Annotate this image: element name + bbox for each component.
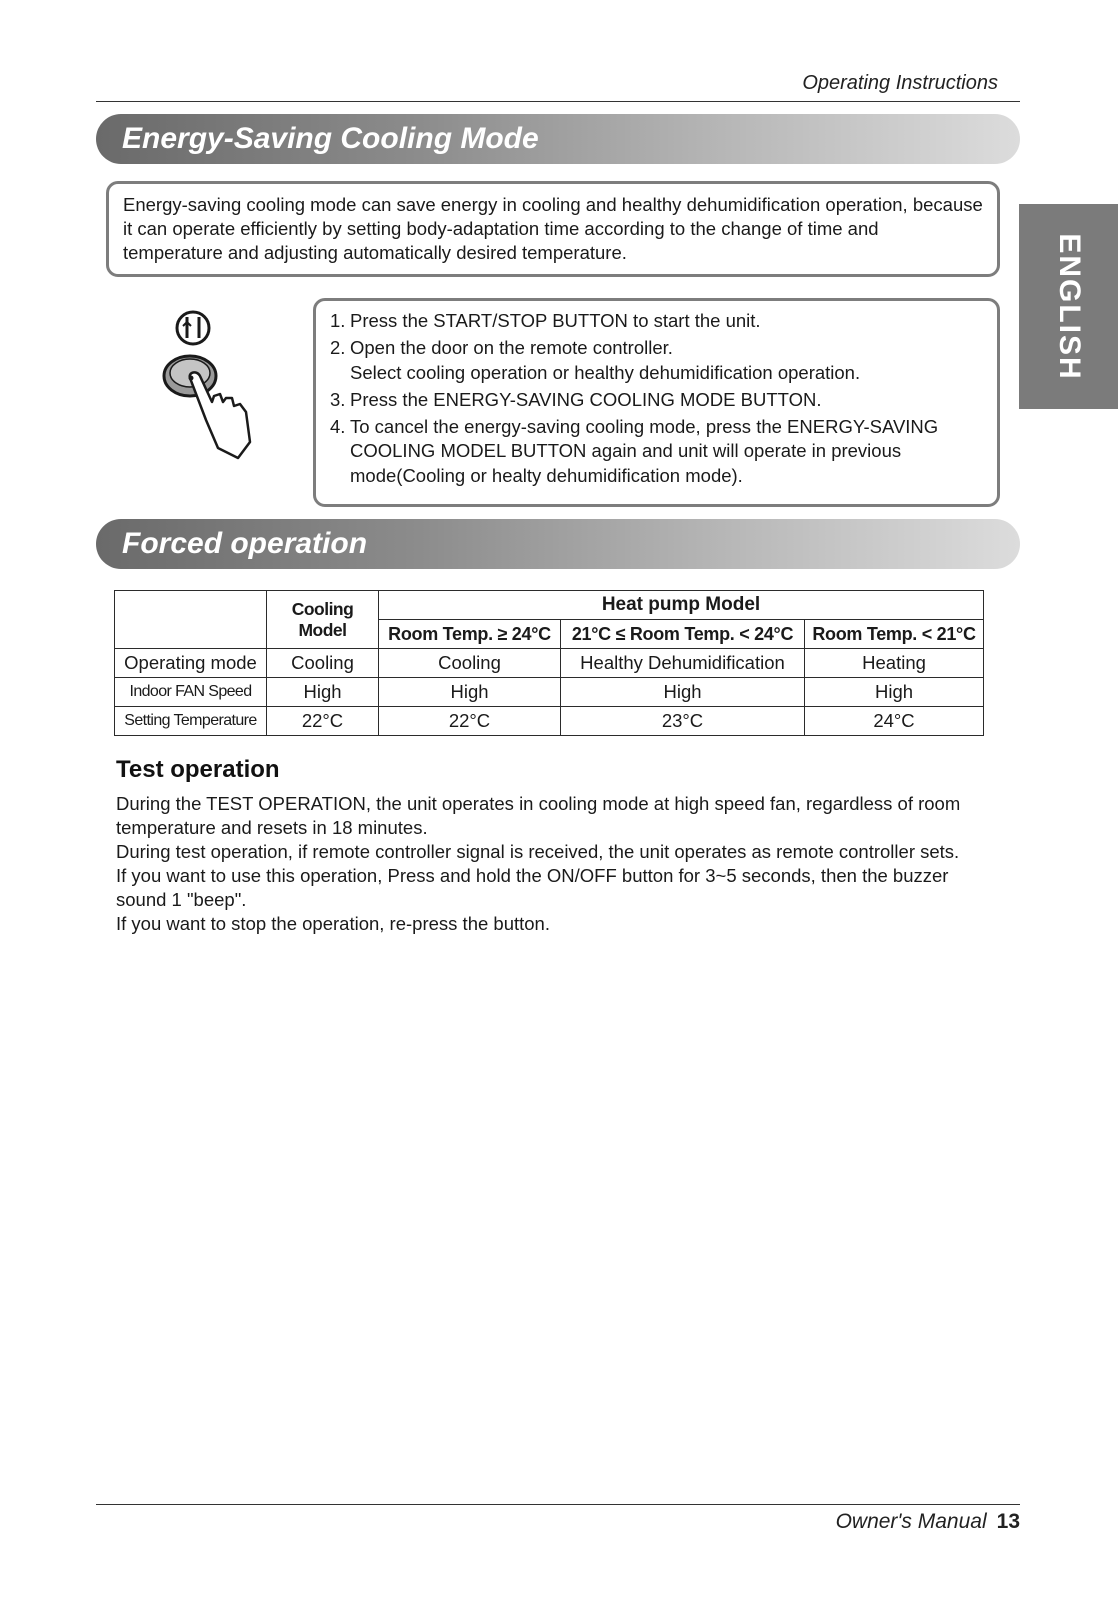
forced-operation-table xyxy=(114,590,984,736)
table-cell: 23°C xyxy=(561,707,805,736)
row-label: Setting Temperature xyxy=(115,707,267,736)
table-cell: 22°C xyxy=(267,707,379,736)
language-tab-label: ENGLISH xyxy=(1052,232,1086,381)
table-row xyxy=(115,678,984,707)
energy-saving-heading: Energy-Saving Cooling Mode xyxy=(122,122,539,155)
test-operation-body xyxy=(116,792,996,936)
hand-pressing-button-icon xyxy=(150,308,270,468)
table-cell: Cooling xyxy=(379,649,561,678)
energy-saving-heading-band xyxy=(96,114,1020,164)
table-row xyxy=(115,707,984,736)
paragraph: If you want to use this operation, Press and hold the ON/OFF button for 3~5 seconds, then the buzzer sound 1 "beep". xyxy=(116,865,949,910)
step-number: 3. xyxy=(330,388,346,410)
step-number: 1. xyxy=(330,310,346,331)
forced-operation-heading: Forced operation xyxy=(122,527,368,560)
forced-operation-heading-band xyxy=(96,519,1020,569)
row-label: Operating mode xyxy=(115,649,267,678)
footer-rule xyxy=(96,1504,1020,1505)
heat-pump-model-header: Heat pump Model xyxy=(379,591,984,620)
test-operation-heading: Test operation xyxy=(116,756,280,783)
step-item xyxy=(330,415,983,488)
step-number: 4. xyxy=(330,416,346,438)
step-text: Press the ENERGY-SAVING COOLING MODE BUTTON. xyxy=(350,388,822,410)
cooling-model-header: Cooling Model xyxy=(267,591,379,649)
page-number: 13 xyxy=(996,1510,1020,1533)
table-cell: Healthy Dehumidification xyxy=(561,649,805,678)
energy-saving-steps xyxy=(313,298,1000,507)
table-cell: 22°C xyxy=(379,707,561,736)
step-item xyxy=(330,388,983,412)
step-text: To cancel the energy-saving cooling mode, press the ENERGY-SAVING COOLING MODEL BUTTON again and unit will operate in previous mode(Cooling or healty dehumidification mode). xyxy=(350,416,939,486)
paragraph: During test operation, if remote controller signal is received, the unit operates as remote controller sets. xyxy=(116,841,960,862)
header-rule xyxy=(96,101,1020,102)
manual-title: Owner's Manual xyxy=(835,1510,987,1533)
room-temp-condition-header: Room Temp. < 21°C xyxy=(805,620,984,649)
footer xyxy=(836,1510,1020,1534)
step-text: Open the door on the remote controller. xyxy=(350,337,673,359)
room-temp-condition-header: Room Temp. ≥ 24°C xyxy=(379,620,561,649)
press-button-illustration xyxy=(150,308,270,468)
language-tab xyxy=(1019,204,1118,409)
table-corner-cell xyxy=(115,591,267,649)
step-text: Press the START/STOP BUTTON to start the unit. xyxy=(350,310,761,331)
row-label: Indoor FAN Speed xyxy=(115,678,267,707)
step-item xyxy=(330,309,983,333)
paragraph: During the TEST OPERATION, the unit operates in cooling mode at high speed fan, regardless of room temperature and resets in 18 minutes. xyxy=(116,793,961,838)
table-cell: High xyxy=(805,678,984,707)
table-cell: High xyxy=(561,678,805,707)
step-item xyxy=(330,336,983,385)
table-cell: 24°C xyxy=(805,707,984,736)
table-header-row xyxy=(115,591,984,620)
table-cell: High xyxy=(267,678,379,707)
energy-saving-intro: Energy-saving cooling mode can save energy in cooling and healthy dehumidification operation, because it can operate efficiently by setting body-adaptation time according to the change of time and temperature and adjusting automatically desired temperature. xyxy=(106,181,1000,277)
table-row xyxy=(115,649,984,678)
table-cell: Cooling xyxy=(267,649,379,678)
step-number: 2. xyxy=(330,337,346,359)
header-title: Operating Instructions xyxy=(802,72,998,94)
table-cell: High xyxy=(379,678,561,707)
room-temp-condition-header: 21°C ≤ Room Temp. < 24°C xyxy=(561,620,805,649)
paragraph: If you want to stop the operation, re-press the button. xyxy=(116,913,550,934)
table-cell: Heating xyxy=(805,649,984,678)
step-text: Select cooling operation or healthy dehumidification operation. xyxy=(350,361,861,383)
